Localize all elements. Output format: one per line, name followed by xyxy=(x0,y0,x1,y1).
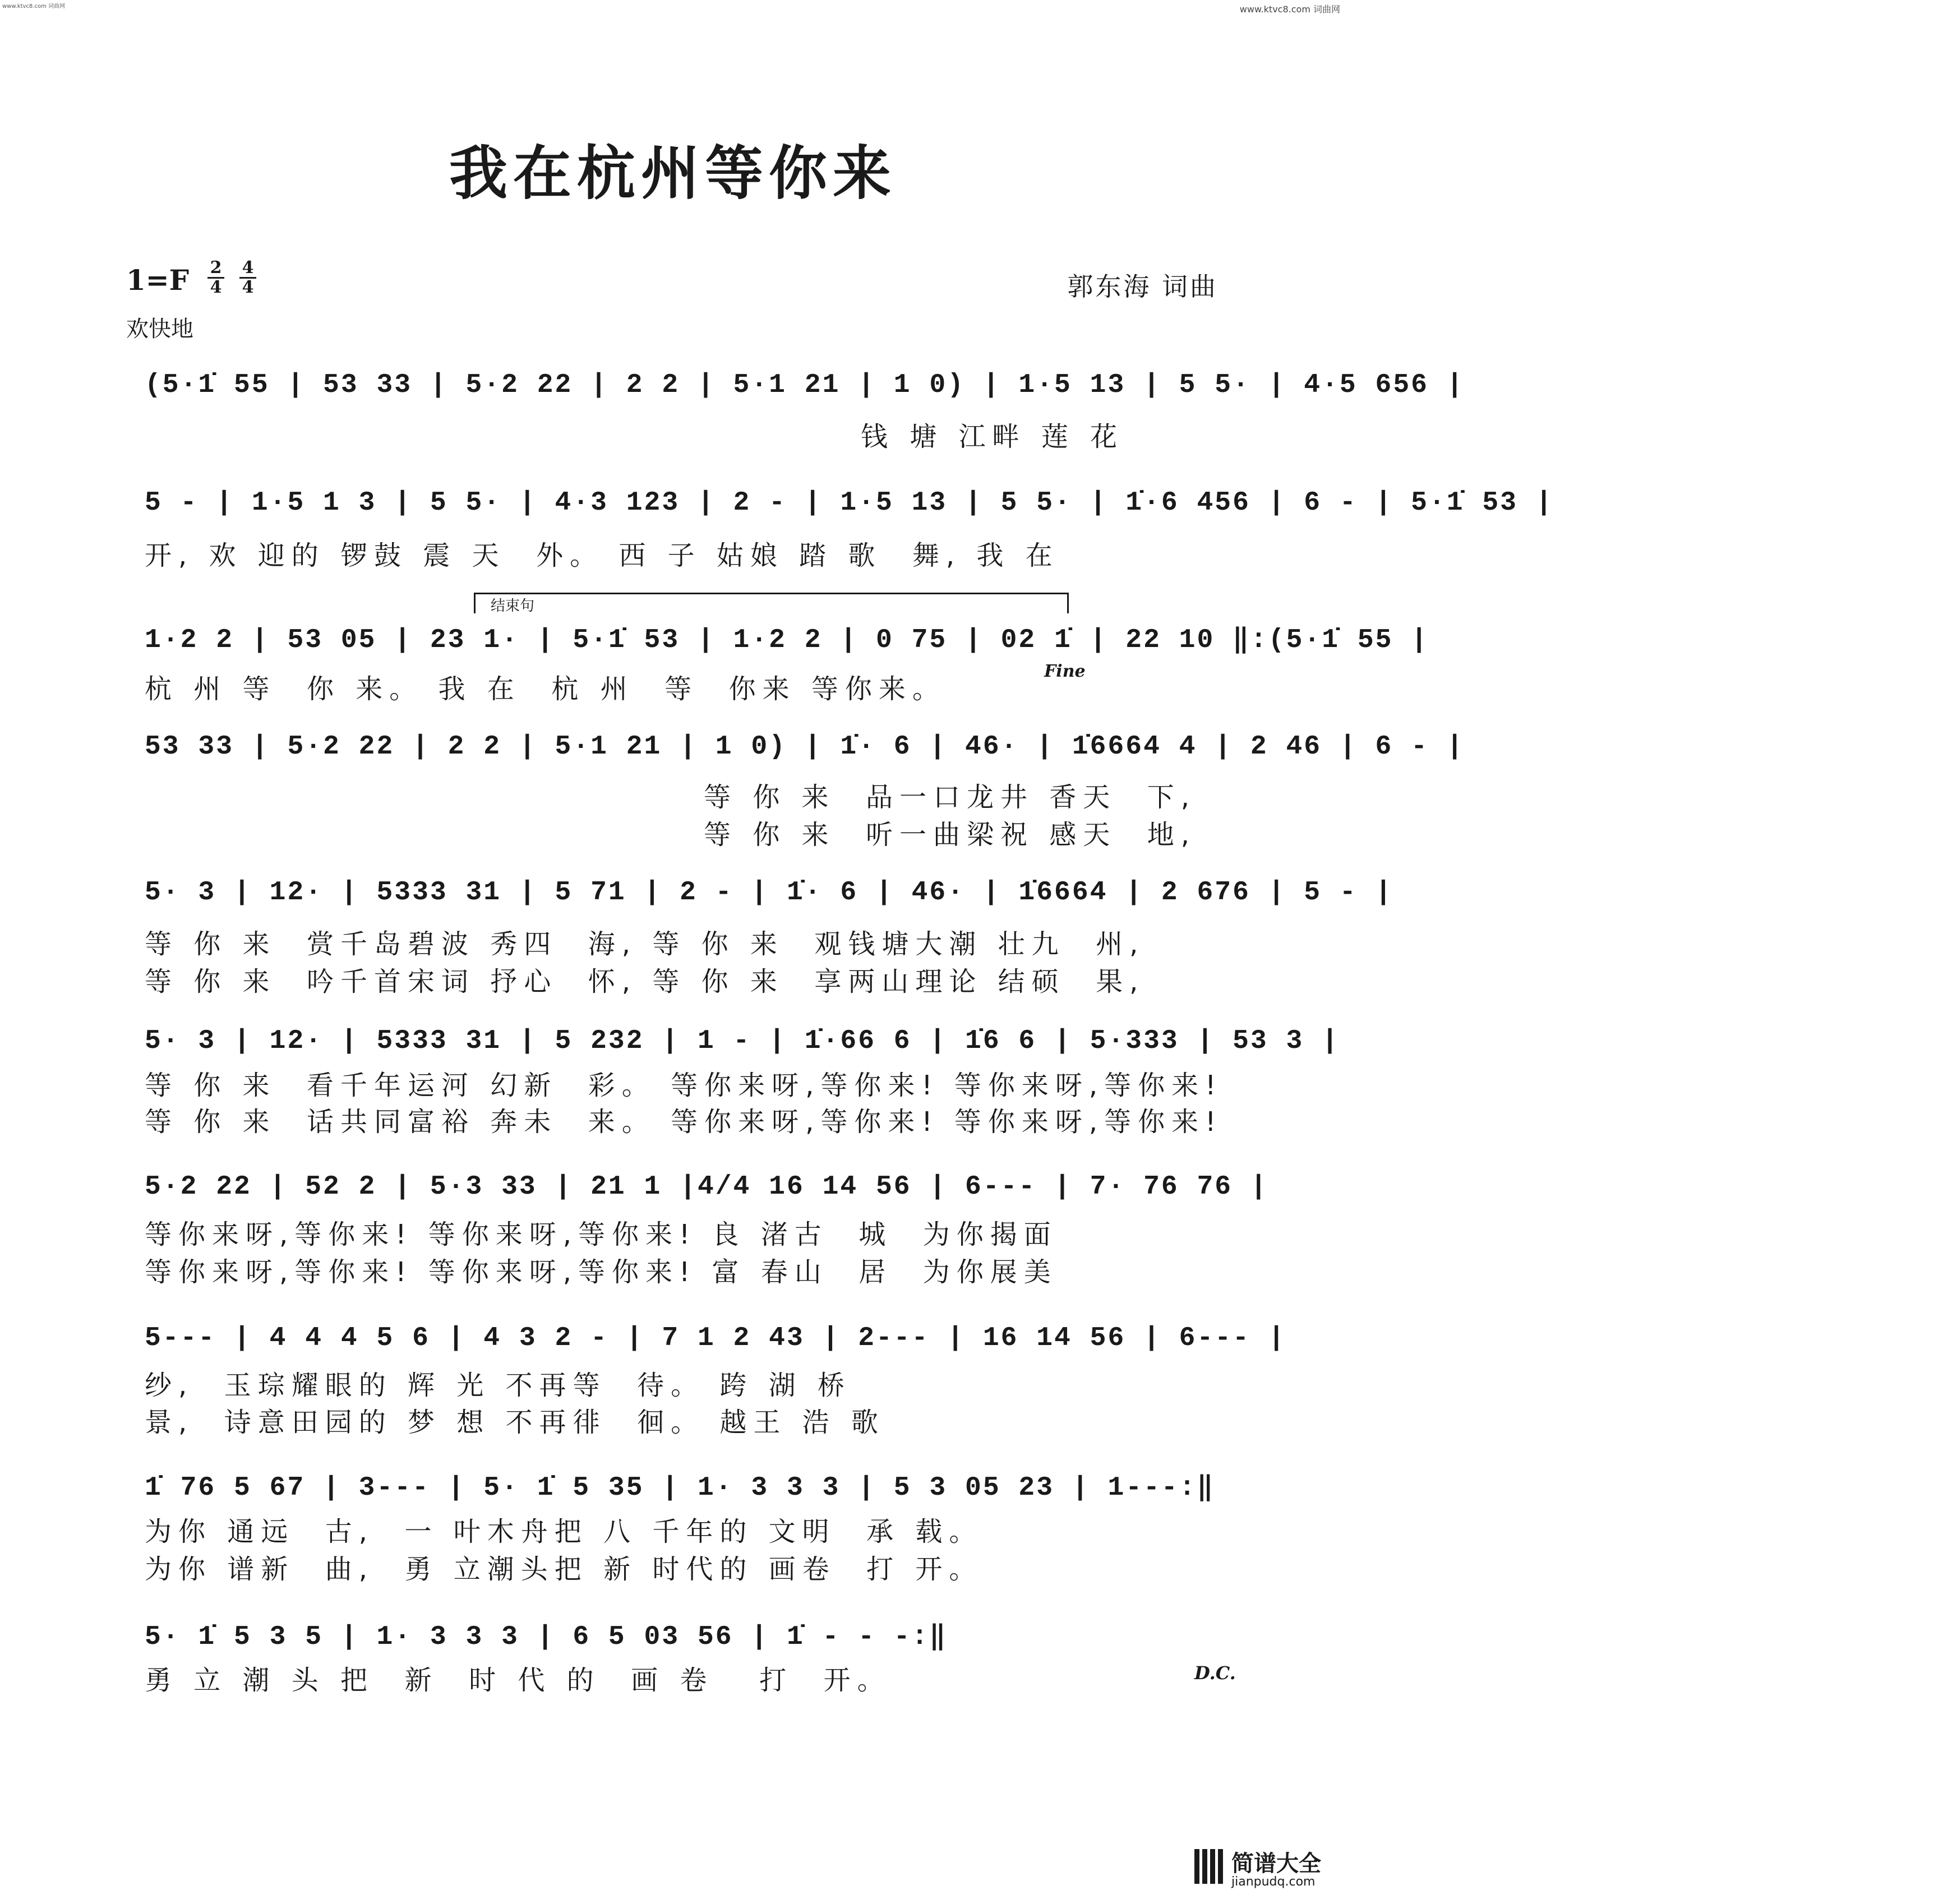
notation-line-6: 5· 3 | 12· | 5333 31 | 5 232 | 1 - | 1̇·66 6 | 1̇6 6 | 5·333 | 53 3 | xyxy=(145,1026,1340,1056)
time-signature-1-top: 2 xyxy=(210,258,222,278)
song-title: 我在杭州等你来 xyxy=(449,138,897,207)
lyric-line-5a: 等 你 来 赏千岛碧波 秀四 海, 等 你 来 观钱塘大潮 壮九 州, xyxy=(145,928,1145,960)
notation-line-4: 53 33 | 5·2 22 | 2 2 | 5·1 21 | 1 0) | 1̇· 6 | 46· | 1̇6664 4 | 2 46 | 6 - | xyxy=(145,732,1465,762)
lyric-line-8a: 纱, 玉琮耀眼的 辉 光 不再等 待。 跨 湖 桥 xyxy=(145,1370,851,1401)
lyric-line-5b: 等 你 来 吟千首宋词 抒心 怀, 等 你 来 享两山理论 结硕 果, xyxy=(145,966,1145,997)
ending-bracket xyxy=(474,593,1069,613)
lyric-line-1a: 钱 塘 江畔 莲 花 xyxy=(861,421,1124,452)
notation-line-3: 1·2 2 | 53 05 | 23 1· | 5·1̇ 53 | 1·2 2 | 0 75 | 02 1̇ | 22 10 ‖:(5·1̇ 55 | xyxy=(145,625,1429,655)
notation-line-8: 5--- | 4 4 4 5 6 | 4 3 2 - | 7 1 2 43 | 2--- | 16 14 56 | 6--- | xyxy=(145,1323,1286,1353)
lyric-line-3a: 杭 州 等 你 来。 我 在 杭 州 等 你来 等你来。 xyxy=(145,673,946,705)
notation-line-9: 1̇ 76 5 67 | 3--- | 5· 1̇ 5 35 | 1· 3 3 3 | 5 3 05 23 | 1---:‖ xyxy=(145,1473,1215,1503)
lyric-line-9b: 为你 谱新 曲, 勇 立潮头把 新 时代的 画卷 打 开。 xyxy=(145,1554,983,1585)
notation-line-5: 5· 3 | 12· | 5333 31 | 5 71 | 2 - | 1̇· 6 | 46· | 1̇6664 | 2 676 | 5 - | xyxy=(145,877,1393,908)
time-signature-2-bottom: 4 xyxy=(242,278,254,297)
lyric-line-10a: 勇 立 潮 头 把 新 时 代 的 画 卷 打 开。 xyxy=(145,1665,891,1696)
lyric-line-8b: 景, 诗意田园的 梦 想 不再徘 徊。 越王 浩 歌 xyxy=(145,1407,885,1438)
time-signature-1-bottom: 4 xyxy=(210,278,222,297)
lyric-line-7b: 等你来呀,等你来! 等你来呀,等你来! 富 春山 居 为你展美 xyxy=(145,1256,1058,1288)
notation-line-2: 5 - | 1·5 1 3 | 5 5· | 4·3 123 | 2 - | 1·5 13 | 5 5· | 1̇·6 456 | 6 - | 5·1̇ 53 | xyxy=(145,488,1554,518)
notation-line-1: (5·1̇ 55 | 53 33 | 5·2 22 | 2 2 | 5·1 21 | 1 0) | 1·5 13 | 5 5· | 4·5 656 | xyxy=(145,370,1465,400)
key-signature: 1=F xyxy=(126,264,190,297)
ending-label: 结束句 xyxy=(491,598,535,614)
lyric-line-2a: 开, 欢 迎的 锣鼓 震 天 外。 西 子 姑娘 踏 歌 舞, 我 在 xyxy=(145,540,1059,571)
logo-site: jianpudq.com xyxy=(1231,1875,1316,1889)
time-signature-2 xyxy=(237,259,259,297)
fine-marking: Fine xyxy=(1044,662,1086,681)
time-signature-2-top: 4 xyxy=(242,258,254,278)
source-url: www.ktvc8.com 词曲网 xyxy=(2,3,66,10)
tempo-marking: 欢快地 xyxy=(126,316,193,342)
lyric-line-6b: 等 你 来 话共同富裕 奔未 来。 等你来呀,等你来! 等你来呀,等你来! xyxy=(145,1106,1223,1138)
lyric-line-7a: 等你来呀,等你来! 等你来呀,等你来! 良 渚古 城 为你揭面 xyxy=(145,1219,1058,1250)
lyric-line-4b: 等 你 来 听一曲梁祝 感天 地, xyxy=(704,819,1197,851)
author-credit: 郭东海 词曲 xyxy=(1067,271,1218,302)
piano-keys-icon xyxy=(1194,1849,1227,1884)
time-signature-1 xyxy=(205,259,227,297)
lyric-line-9a: 为你 通远 古, 一 叶木舟把 八 千年的 文明 承 载。 xyxy=(145,1516,983,1547)
notation-line-7: 5·2 22 | 52 2 | 5·3 33 | 21 1 |4/4 16 14 56 | 6--- | 7· 76 76 | xyxy=(145,1172,1268,1202)
dc-marking: D.C. xyxy=(1194,1662,1236,1684)
source-url-right: www.ktvc8.com 词曲网 xyxy=(1239,4,1340,15)
lyric-line-6a: 等 你 来 看千年运河 幻新 彩。 等你来呀,等你来! 等你来呀,等你来! xyxy=(145,1070,1223,1101)
logo-name: 简谱大全 xyxy=(1231,1851,1321,1877)
site-logo xyxy=(1194,1846,1335,1891)
lyric-line-4a: 等 你 来 品一口龙井 香天 下, xyxy=(704,782,1197,813)
notation-line-10: 5· 1̇ 5 3 5 | 1· 3 3 3 | 6 5 03 56 | 1̇ - - -:‖ xyxy=(145,1622,948,1652)
